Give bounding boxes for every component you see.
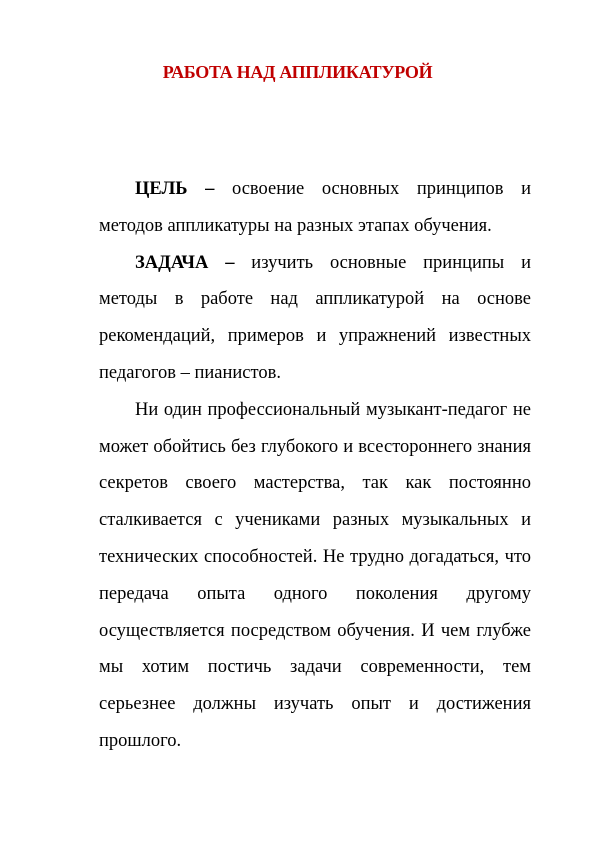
page-title: РАБОТА НАД АППЛИКАТУРОЙ [162,62,433,82]
task-text: изучить основные принципы и методы в работе над аппликатурой на основе рекомендаций, примеров и упражнений известных педагогов – пианистов. [99,252,531,383]
task-label: ЗАДАЧА – [135,252,235,273]
document-body [99,171,531,760]
goal-paragraph [99,171,531,245]
body-paragraph: Ни один профессиональный музыкант-педагог не может обойтись без глубокого и всестороннего знания секретов своего мастерства, так как постоянно сталкивается с учениками разных музыкальных и технических способностей. Не трудно догадаться, что передача опыта одного поколения другому осуществляется посредством обучения. И чем глубже мы хотим постичь задачи современности, тем серьезнее должны изучать опыт и достижения прошлого. [99,399,531,751]
task-paragraph [99,245,531,392]
goal-text: освоение основных принципов и методов аппликатуры на разных этапах обучения. [99,179,531,236]
goal-label: ЦЕЛЬ – [135,179,215,199]
